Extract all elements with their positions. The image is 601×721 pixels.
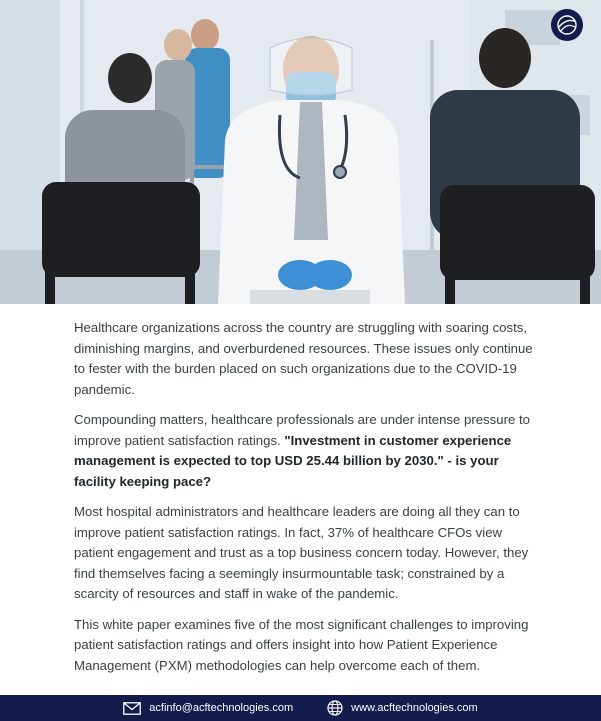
acf-logo[interactable]	[551, 9, 583, 41]
acf-globe-logo-icon	[555, 13, 579, 37]
body-text	[74, 318, 542, 686]
envelope-icon	[123, 702, 141, 715]
hero-photo	[0, 0, 601, 304]
hospital-waiting-room-illustration	[0, 0, 601, 304]
paragraph-4: This white paper examines five of the most significant challenges to improving patient satisfaction ratings and offers insight into how Patient Experience Management (PXM) methodologies can help overcome each of them.	[74, 616, 529, 673]
footer-email[interactable]	[123, 702, 293, 715]
paragraph-2-highlight: "Investment in customer experience management is expected to top USD 25.44 billion by 2030." - is your facility keeping pace?	[74, 432, 512, 489]
footer-website-text[interactable]: www.acftechnologies.com	[351, 702, 478, 714]
paragraph-3: Most hospital administrators and healthcare leaders are doing all they can to improve patient satisfaction ratings. In fact, 37% of healthcare CFOs view patient engagement and trust as a top business concern today. However, they find themselves facing a seemingly insurmountable task; constrained by a scarcity of resources and staff in wake of the pandemic.	[74, 504, 529, 601]
footer-bar	[0, 695, 601, 721]
globe-icon	[327, 700, 343, 716]
paragraph-1: Healthcare organizations across the country are struggling with soaring costs, diminishing margins, and overburdened resources. These issues only continue to fester with the burden placed on such organizations due to the COVID-19 pandemic.	[74, 320, 533, 397]
paragraph-2	[74, 410, 542, 492]
footer-email-text[interactable]: acfinfo@acftechnologies.com	[149, 702, 294, 714]
footer-website[interactable]	[327, 700, 478, 716]
paragraph-2-intro: Compounding matters, healthcare professionals are under intense pressure to improve patient satisfaction ratings.	[74, 412, 530, 448]
